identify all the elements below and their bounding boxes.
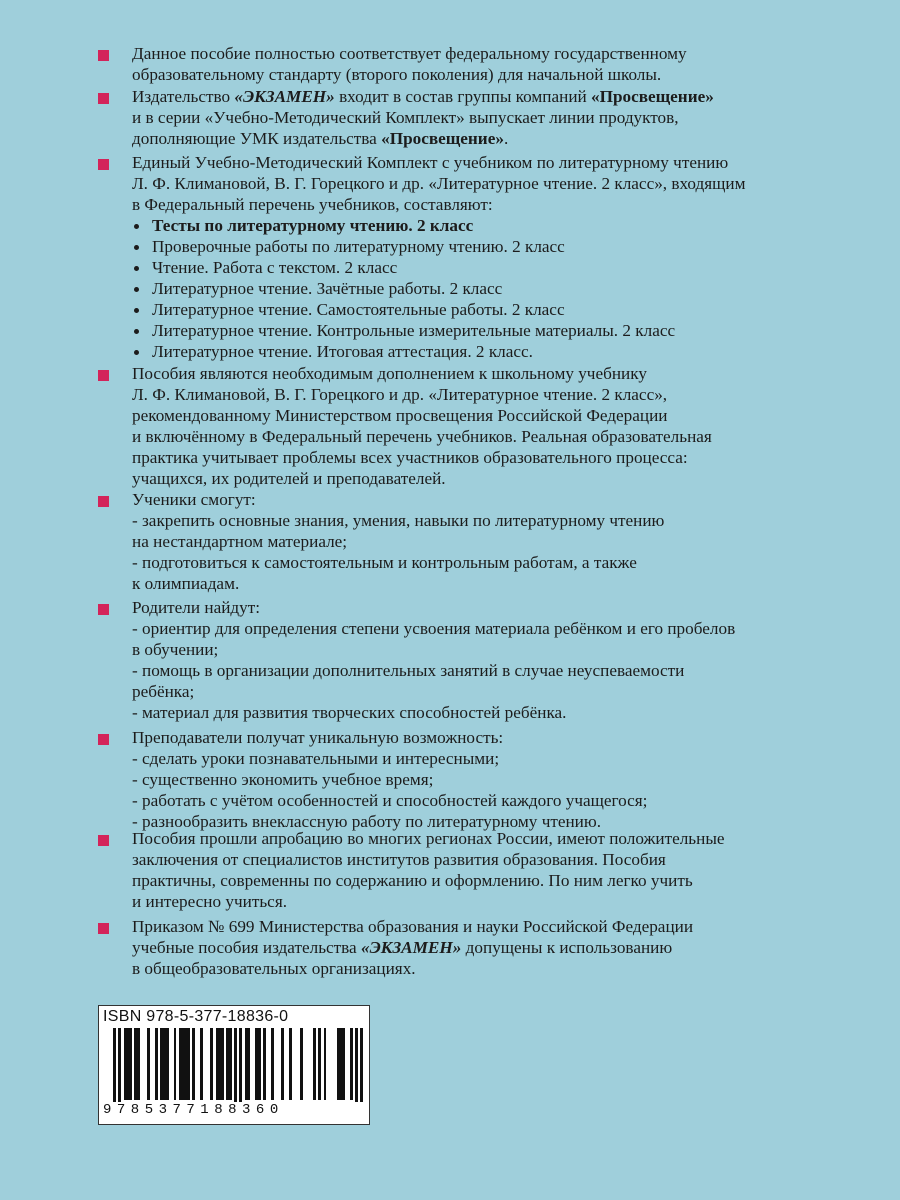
text-line: Приказом № 699 Министерства образования и науки Российской Федерации (132, 917, 694, 936)
section-description (98, 363, 843, 489)
text-line: Преподаватели получат уникальную возможность: (132, 728, 504, 747)
publisher-name: «ЭКЗАМЕН» (361, 938, 462, 957)
group-name: «Просвещение» (381, 129, 504, 148)
umk-list-item: Литературное чтение. Итоговая аттестация. 2 класс. (132, 341, 843, 362)
barcode-bar (200, 1028, 203, 1100)
barcode-bar (155, 1028, 158, 1100)
barcode-bar (187, 1028, 190, 1100)
text-line: - помощь в организации дополнительных занятий в случае неуспеваемости (132, 661, 685, 680)
umk-list-item: Чтение. Работа с текстом. 2 класс (132, 257, 843, 278)
barcode-bar (263, 1028, 266, 1100)
text-line: Л. Ф. Климановой, В. Г. Горецкого и др. «Литературное чтение. 2 класс», входящим (132, 174, 746, 193)
text-line: и в серии «Учебно-Методический Комплект» выпускает линии продуктов, (132, 108, 679, 127)
barcode-bar (118, 1028, 121, 1112)
text-line: практика учитывает проблемы всех участников образовательного процесса: (132, 448, 688, 467)
text-line: - материал для развития творческих способностей ребёнка. (132, 703, 567, 722)
red-square-marker (98, 496, 109, 507)
text-line: - разнообразить внеклассную работу по литературному чтению. (132, 812, 602, 831)
text-line: Издательство «ЭКЗАМЕН» входит в состав группы компаний «Просвещение» (132, 87, 714, 106)
barcode-bar (229, 1028, 232, 1100)
text-line: практичны, современны по содержанию и оформлению. По ним легко учить (132, 871, 693, 890)
barcode-bar (137, 1028, 140, 1100)
text-line: в обучении; (132, 640, 219, 659)
umk-list-item: Литературное чтение. Зачётные работы. 2 класс (132, 278, 843, 299)
barcode-bar (174, 1028, 177, 1100)
barcode-bar (313, 1028, 316, 1100)
text-line: - закрепить основные знания, умения, навыки по литературному чтению (132, 511, 665, 530)
text-line: рекомендованному Министерством просвещения Российской Федерации (132, 406, 668, 425)
umk-list-item: Литературное чтение. Контрольные измерительные материалы. 2 класс (132, 320, 843, 341)
text-line: и интересно учиться. (132, 892, 288, 911)
publisher-name: «ЭКЗАМЕН» (234, 87, 335, 106)
barcode-bar (234, 1028, 237, 1112)
text-line: учащихся, их родителей и преподавателей. (132, 469, 446, 488)
barcode-bar (113, 1028, 116, 1112)
text-line: ребёнка; (132, 682, 195, 701)
text-line: Пособия являются необходимым дополнением к школьному учебнику (132, 364, 647, 383)
text-line: Родители найдут: (132, 598, 261, 617)
text-line: Данное пособие полностью соответствует федеральному государственному (132, 44, 687, 63)
red-square-marker (98, 604, 109, 615)
red-square-marker (98, 835, 109, 846)
section-fgos (98, 43, 843, 85)
barcode-bar (239, 1028, 242, 1112)
section-teachers (98, 727, 843, 832)
barcode-bar (147, 1028, 150, 1100)
text-line: Единый Учебно-Методический Комплект с учебником по литературному чтению (132, 153, 729, 172)
text-line: - работать с учётом особенностей и способностей каждого учащегося; (132, 791, 648, 810)
barcode-bar (360, 1028, 363, 1112)
umk-list-item: Литературное чтение. Самостоятельные работы. 2 класс (132, 299, 843, 320)
umk-list-item: Тесты по литературному чтению. 2 класс (132, 215, 843, 236)
barcode-bar (271, 1028, 274, 1100)
red-square-marker (98, 923, 109, 934)
barcode-bar (258, 1028, 261, 1100)
text-line: учебные пособия издательства «ЭКЗАМЕН» допущены к использованию (132, 938, 673, 957)
text-line: и включённому в Федеральный перечень учебников. Реальная образовательная (132, 427, 712, 446)
barcode-bar (247, 1028, 250, 1100)
text-line: дополняющие УМК издательства «Просвещение». (132, 129, 509, 148)
barcode-bars (113, 1028, 363, 1106)
isbn-barcode (98, 1005, 370, 1125)
text-line: в Федеральный перечень учебников, составляют: (132, 195, 493, 214)
red-square-marker (98, 93, 109, 104)
red-square-marker (98, 370, 109, 381)
umk-list-item: Проверочные работы по литературному чтению. 2 класс (132, 236, 843, 257)
barcode-bar (342, 1028, 345, 1100)
barcode-bar (300, 1028, 303, 1100)
section-order (98, 916, 843, 979)
barcode-bar (192, 1028, 195, 1100)
barcode-bar (281, 1028, 284, 1100)
text-line: Ученики смогут: (132, 490, 256, 509)
text-line: на нестандартном материале; (132, 532, 348, 551)
text-line: - существенно экономить учебное время; (132, 770, 434, 789)
section-students (98, 489, 843, 594)
section-parents (98, 597, 843, 723)
text-line: к олимпиадам. (132, 574, 240, 593)
text-line: - сделать уроки познавательными и интересными; (132, 749, 500, 768)
barcode-bar (324, 1028, 327, 1100)
barcode-digits: 9785377188360 (103, 1102, 365, 1118)
text-line: Л. Ф. Климановой, В. Г. Горецкого и др. «Литературное чтение. 2 класс», (132, 385, 668, 404)
text-line: заключения от специалистов институтов развития образования. Пособия (132, 850, 666, 869)
section-umk (98, 152, 843, 362)
barcode-bar (355, 1028, 358, 1112)
barcode-bar (210, 1028, 213, 1100)
red-square-marker (98, 50, 109, 61)
text-line: - подготовиться к самостоятельным и контрольным работам, а также (132, 553, 637, 572)
section-publisher (98, 86, 843, 149)
isbn-label: ISBN 978-5-377-18836-0 (103, 1008, 289, 1025)
barcode-bar (129, 1028, 132, 1100)
text-line: в общеобразовательных организациях. (132, 959, 416, 978)
red-square-marker (98, 734, 109, 745)
text-line: - ориентир для определения степени усвоения материала ребёнком и его пробелов (132, 619, 736, 638)
barcode-bar (221, 1028, 224, 1100)
group-name: «Просвещение» (591, 87, 714, 106)
barcode-bar (318, 1028, 321, 1100)
barcode-bar (289, 1028, 292, 1100)
barcode-bar (350, 1028, 353, 1100)
section-approbation (98, 828, 843, 912)
text-line: Пособия прошли апробацию во многих регионах России, имеют положительные (132, 829, 725, 848)
barcode-bar (166, 1028, 169, 1100)
text-line: образовательному стандарту (второго поколения) для начальной школы. (132, 65, 662, 84)
red-square-marker (98, 159, 109, 170)
